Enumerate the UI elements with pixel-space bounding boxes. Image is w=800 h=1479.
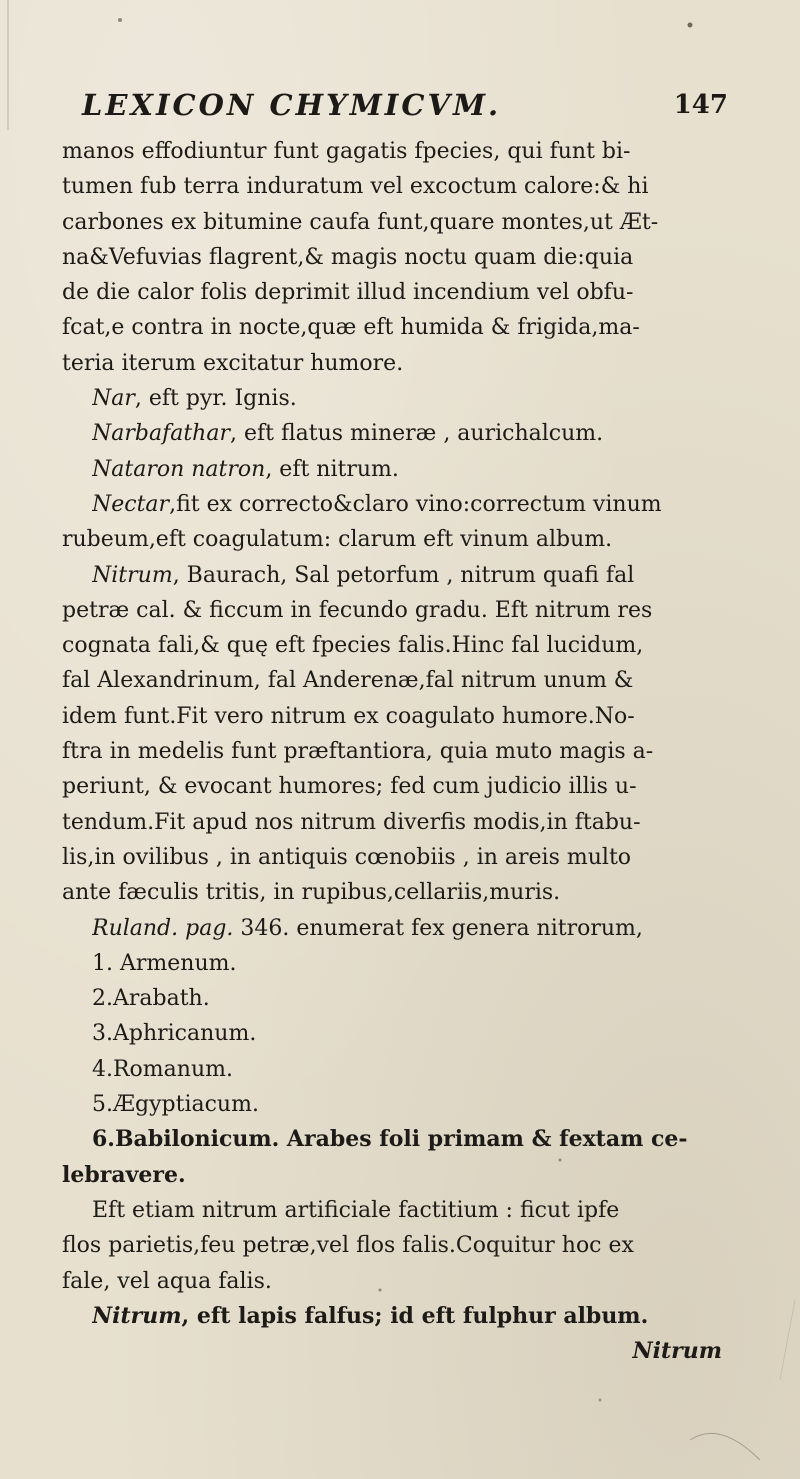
text-line [62, 275, 752, 310]
line-text: Eft etiam nitrum artificiale factitium : ficut ipfe [92, 1197, 620, 1223]
line-text: , eft pyr. Ignis. [134, 386, 297, 412]
line-text: idem funt.Fit vero nitrum ex coagulato humore.No- [62, 703, 635, 729]
line-text: ftra in medelis funt præftantiora, quia muto magis a- [62, 739, 654, 765]
text-line [62, 522, 752, 557]
text-line [92, 452, 752, 487]
text-line [62, 134, 752, 169]
line-text: ,fit ex correcto&claro vino:correctum vinum [169, 491, 662, 517]
line-text: cognata fali,& quę eft fpecies falis.Hinc fal lucidum, [62, 633, 644, 659]
line-text: fcat,e contra in nocte,quæ eft humida & frigida,ma- [62, 315, 640, 341]
text-line [62, 1264, 752, 1299]
text-line [62, 169, 752, 204]
text-line [92, 416, 752, 451]
entry-term: Ruland. pag. [92, 915, 234, 941]
line-text: fal Alexandrinum, fal Anderenæ,fal nitrum unum & [62, 668, 634, 694]
text-line [62, 240, 752, 275]
entry-term: Nar [92, 386, 135, 412]
text-line [62, 840, 752, 875]
text-line [92, 1299, 752, 1334]
entry-term: Nitrum [92, 1302, 182, 1329]
line-text: 3.Aphricanum. [92, 1021, 257, 1047]
text-line [62, 205, 752, 240]
line-text: lebravere. [62, 1161, 186, 1188]
line-text: 6.Babilonicum. Arabes foli primam & fextam ce- [92, 1126, 688, 1153]
line-text: rubeum,eft coagulatum: clarum eft vinum album. [62, 527, 613, 553]
text-line [92, 981, 752, 1016]
line-text: periunt, & evocant humores; fed cum judicio illis u- [62, 774, 637, 800]
catchword [62, 1334, 752, 1369]
text-line [62, 593, 752, 628]
line-text: , eft lapis falfus; id eft fulphur album. [181, 1302, 649, 1329]
entry-term: Narbafathar [92, 421, 230, 447]
text-line [62, 628, 752, 663]
page-number: 147 [673, 90, 728, 120]
page-header [70, 88, 740, 132]
text-line [92, 1087, 752, 1122]
text-line [92, 558, 752, 593]
line-text: teria iterum excitatur humore. [62, 350, 404, 376]
text-line [92, 381, 752, 416]
line-text: 5.Ægyptiacum. [92, 1092, 259, 1118]
line-text: tendum.Fit apud nos nitrum diverfis modis,in ftabu- [62, 809, 641, 835]
line-text: 1. Armenum. [92, 950, 237, 976]
body-text [62, 134, 752, 1369]
line-text: tumen fub terra induratum vel excoctum calore:& hi [62, 174, 649, 200]
text-line [62, 663, 752, 698]
text-line [92, 911, 752, 946]
line-text: Nitrum [632, 1338, 722, 1365]
line-text: 4.Romanum. [92, 1056, 233, 1082]
line-text: manos effodiuntur funt gagatis fpecies, qui funt bi- [62, 139, 631, 164]
text-line [62, 734, 752, 769]
line-text: , eft flatus mineræ , aurichalcum. [229, 421, 604, 447]
text-line [62, 769, 752, 804]
text-line [92, 1052, 752, 1087]
text-line [62, 346, 752, 381]
line-text: flos parietis,feu petræ,vel flos falis.Coquitur hoc ex [62, 1233, 634, 1259]
running-head: LEXICON CHYMICVM. [82, 88, 502, 122]
line-text: carbones ex bitumine caufa funt,quare montes,ut Æt- [62, 209, 659, 235]
text-line [62, 699, 752, 734]
text-line [92, 487, 752, 522]
text-line [62, 805, 752, 840]
line-text: na&Vefuvias flagrent,& magis noctu quam die:quia [62, 244, 634, 270]
text-line [62, 875, 752, 910]
text-line [62, 1228, 752, 1263]
line-text: , Baurach, Sal petorfum , nitrum quafi fal [172, 562, 635, 588]
line-text: de die calor folis deprimit illud incendium vel obfu- [62, 280, 634, 306]
text-line [92, 1016, 752, 1051]
text-line [62, 1158, 752, 1193]
entry-term: Nectar [92, 491, 170, 517]
entry-term: Nataron natron [92, 456, 266, 482]
entry-term: Nitrum [92, 562, 173, 588]
line-text: lis,in ovilibus , in antiquis cœnobiis , in areis multo [62, 844, 632, 870]
line-text: ante fæculis tritis, in rupibus,cellariis,muris. [62, 880, 561, 906]
text-line [92, 1193, 752, 1228]
line-text: , eft nitrum. [265, 456, 399, 482]
line-text: 2.Arabath. [92, 986, 210, 1012]
text-line [62, 310, 752, 345]
line-text: petræ cal. & ficcum in fecundo gradu. Eft nitrum res [62, 597, 653, 623]
text-line [92, 1122, 752, 1157]
line-text: fale, vel aqua falis. [62, 1268, 272, 1294]
line-text: 346. enumerat fex genera nitrorum, [233, 915, 643, 941]
text-line [92, 946, 752, 981]
